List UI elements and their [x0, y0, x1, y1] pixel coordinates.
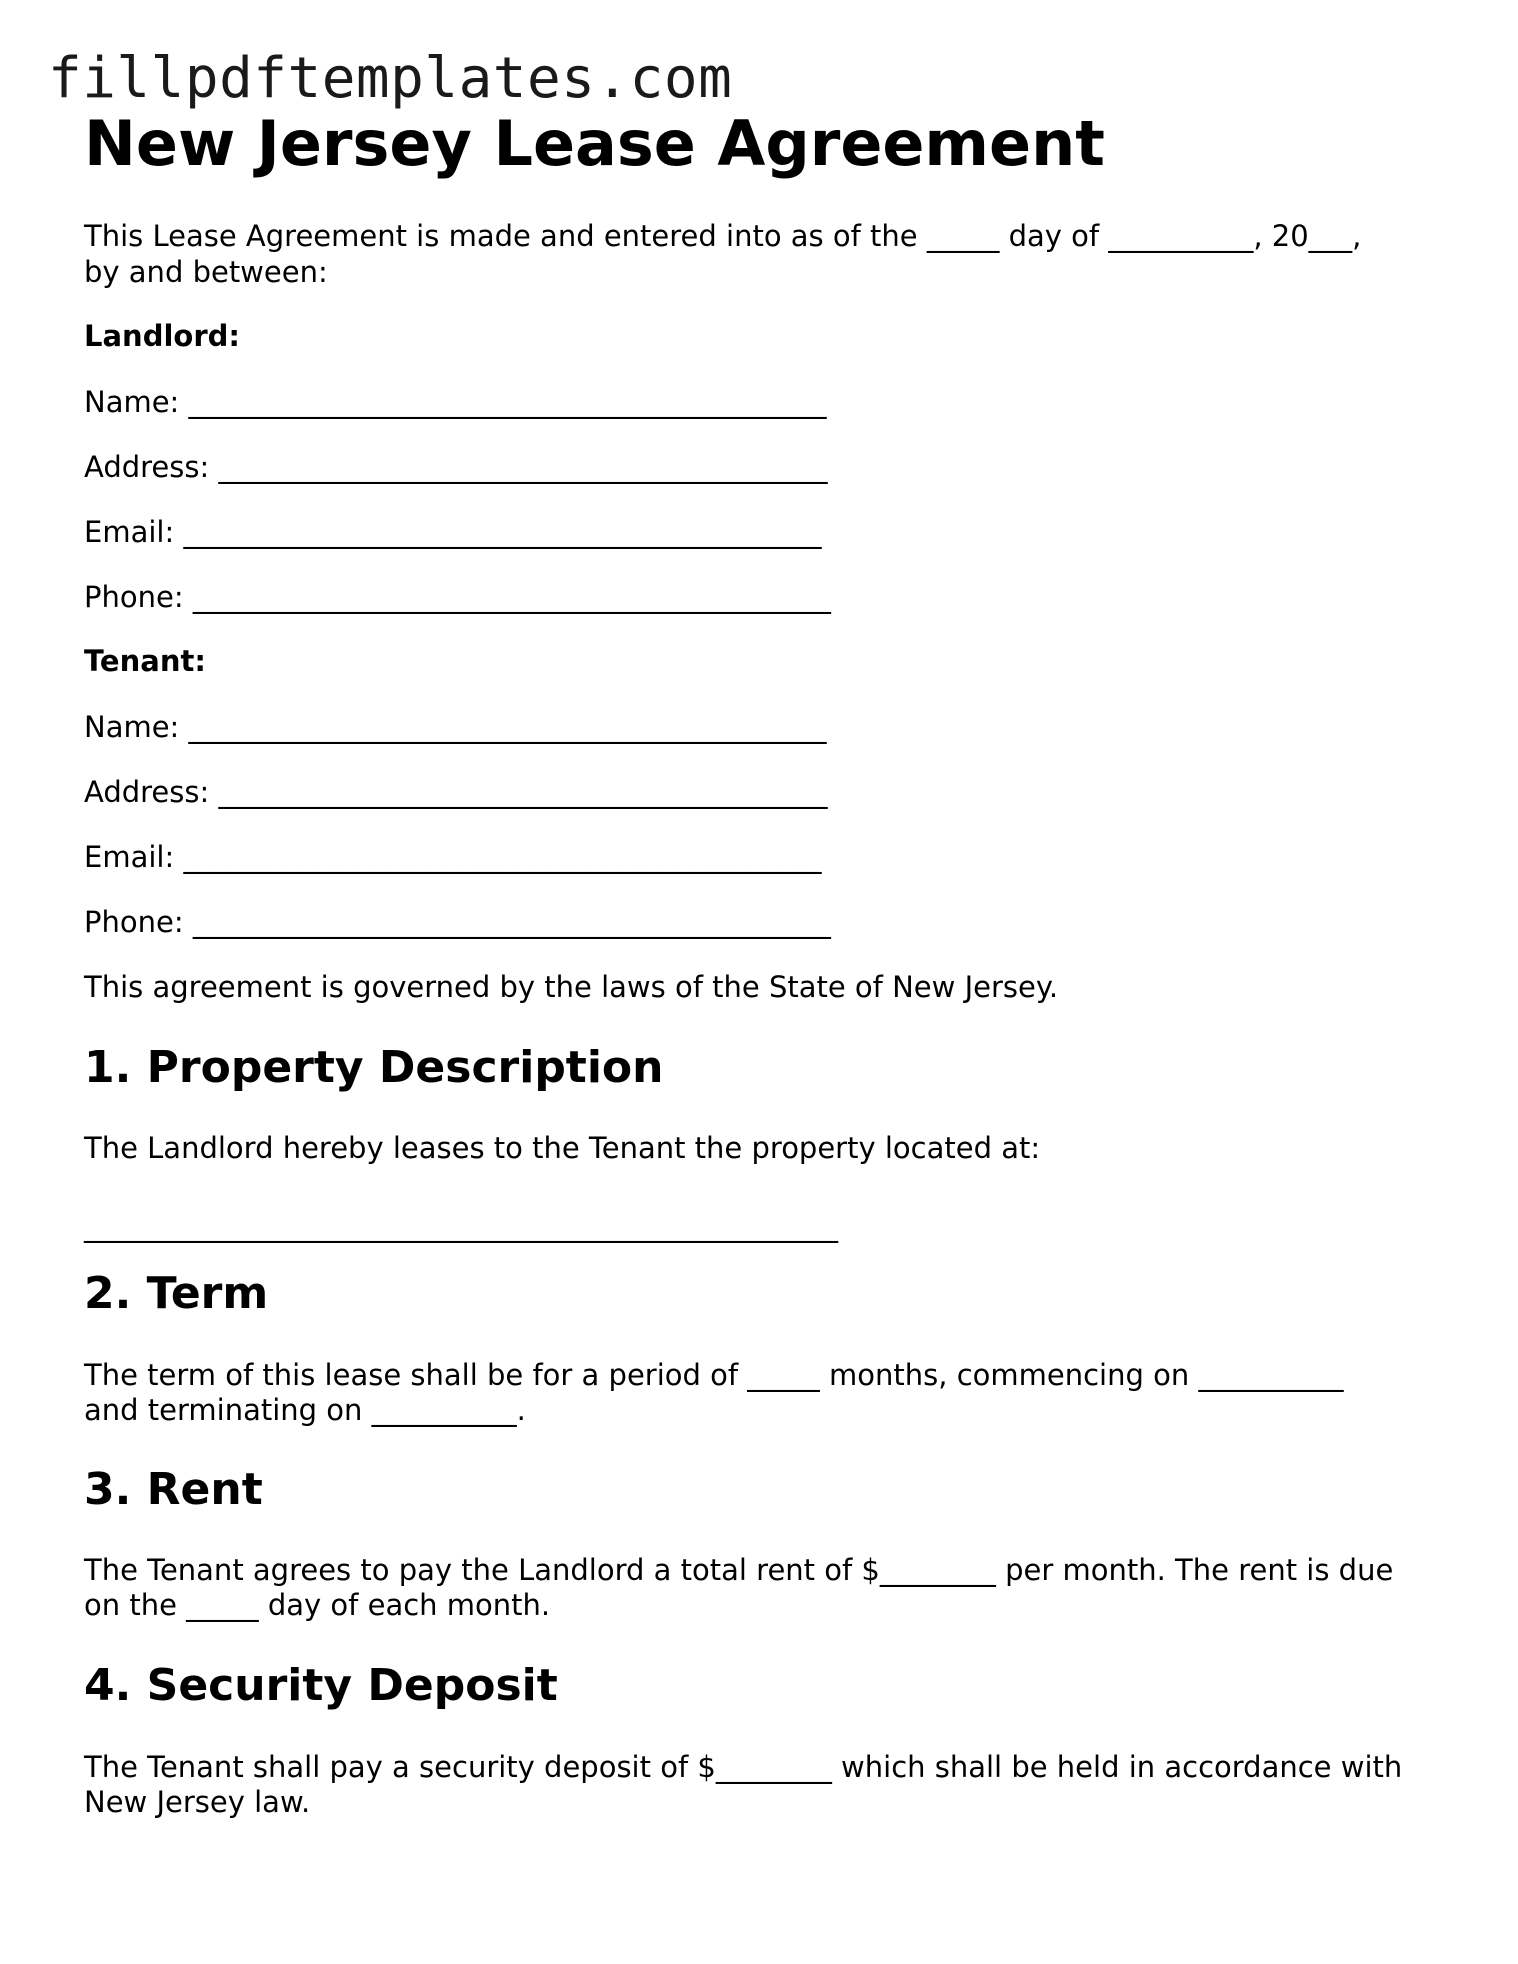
document-title: New Jersey Lease Agreement: [84, 107, 1105, 180]
tenant-heading: Tenant:: [84, 644, 206, 678]
tenant-phone-field[interactable]: Phone: ____________________________________________: [84, 905, 831, 939]
tenant-name-field[interactable]: Name: ____________________________________________: [84, 710, 827, 744]
section-term-heading: 2. Term: [84, 1268, 269, 1319]
landlord-email-field[interactable]: Email: ____________________________________________: [84, 515, 822, 549]
landlord-phone-field[interactable]: Phone: ____________________________________________: [84, 580, 831, 614]
section-term-line-2: and terminating on __________.: [84, 1393, 526, 1427]
tenant-address-field[interactable]: Address: __________________________________________: [84, 775, 828, 809]
intro-line-1: This Lease Agreement is made and entered into as of the _____ day of __________, 20___,: [84, 219, 1362, 253]
section-rent-line-2: on the _____ day of each month.: [84, 1588, 551, 1622]
section-deposit-heading: 4. Security Deposit: [84, 1660, 558, 1711]
tenant-email-field[interactable]: Email: ____________________________________________: [84, 840, 822, 874]
governing-law-text: This agreement is governed by the laws of the State of New Jersey.: [84, 970, 1059, 1004]
landlord-address-field[interactable]: Address: __________________________________________: [84, 450, 828, 484]
property-address-field[interactable]: ____________________________________________________: [84, 1209, 838, 1243]
section-rent-heading: 3. Rent: [84, 1464, 263, 1515]
intro-line-2: by and between:: [84, 255, 328, 289]
section-property-text: The Landlord hereby leases to the Tenant the property located at:: [84, 1131, 1041, 1165]
section-term-line-1: The term of this lease shall be for a period of _____ months, commencing on __________: [84, 1358, 1344, 1392]
section-deposit-line-1: The Tenant shall pay a security deposit of $________ which shall be held in accordance with: [84, 1750, 1403, 1784]
landlord-name-field[interactable]: Name: ____________________________________________: [84, 385, 827, 419]
landlord-heading: Landlord:: [84, 319, 240, 353]
watermark: fillpdftemplates.com: [48, 46, 733, 111]
section-rent-line-1: The Tenant agrees to pay the Landlord a total rent of $________ per month. The rent is due: [84, 1553, 1394, 1587]
section-property-heading: 1. Property Description: [84, 1042, 664, 1093]
section-deposit-line-2: New Jersey law.: [84, 1785, 311, 1819]
